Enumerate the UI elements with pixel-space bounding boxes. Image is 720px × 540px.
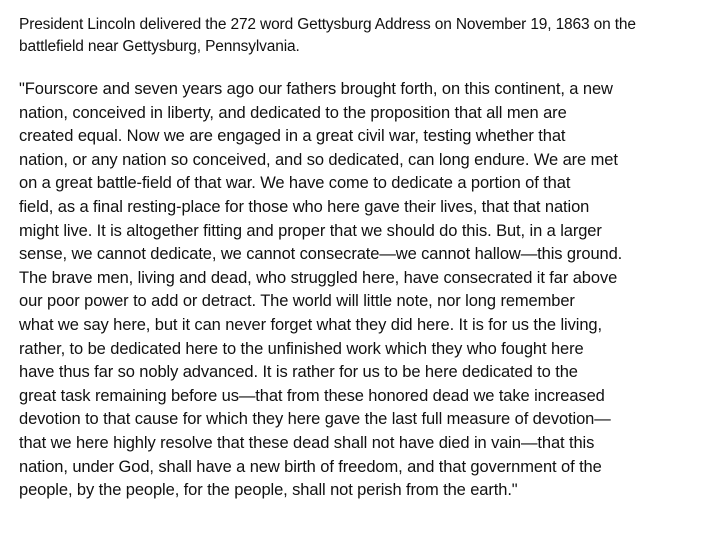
speech-line: rather, to be dedicated here to the unfinished work which they who fought here (19, 339, 584, 358)
speech-line: might live. It is altogether fitting and proper that we should do this. But, in a larger (19, 221, 602, 240)
speech-line: sense, we cannot dedicate, we cannot consecrate—we cannot hallow—this ground. (19, 245, 623, 264)
speech-line: created equal. Now we are engaged in a great civil war, testing whether that (19, 127, 566, 146)
speech-line: great task remaining before us—that from these honored dead we take increased (19, 386, 605, 405)
speech-line: have thus far so nobly advanced. It is rather for us to be here dedicated to the (19, 363, 578, 382)
intro-paragraph (19, 14, 709, 58)
speech-line: that we here highly resolve that these dead shall not have died in vain—that this (19, 433, 595, 452)
speech-line: devotion to that cause for which they here gave the last full measure of devotion— (19, 410, 611, 429)
intro-line: battlefield near Gettysburg, Pennsylvania. (19, 38, 300, 55)
speech-paragraph (19, 78, 709, 503)
document-page (19, 14, 709, 503)
speech-line: field, as a final resting-place for those who here gave their lives, that that nation (19, 197, 590, 216)
speech-line: "Fourscore and seven years ago our fathers brought forth, on this continent, a new (19, 80, 613, 98)
speech-line: our poor power to add or detract. The world will little note, nor long remember (19, 292, 575, 311)
speech-line: what we say here, but it can never forget what they did here. It is for us the living, (19, 315, 602, 334)
speech-line: on a great battle-field of that war. We have come to dedicate a portion of that (19, 174, 571, 193)
speech-line: The brave men, living and dead, who struggled here, have consecrated it far above (19, 268, 618, 287)
intro-line: President Lincoln delivered the 272 word Gettysburg Address on November 19, 1863 on the (19, 16, 636, 33)
speech-line: people, by the people, for the people, shall not perish from the earth." (19, 481, 518, 500)
speech-line: nation, or any nation so conceived, and so dedicated, can long endure. We are met (19, 150, 618, 169)
speech-line: nation, conceived in liberty, and dedicated to the proposition that all men are (19, 103, 567, 122)
speech-line: nation, under God, shall have a new birth of freedom, and that government of the (19, 457, 602, 476)
